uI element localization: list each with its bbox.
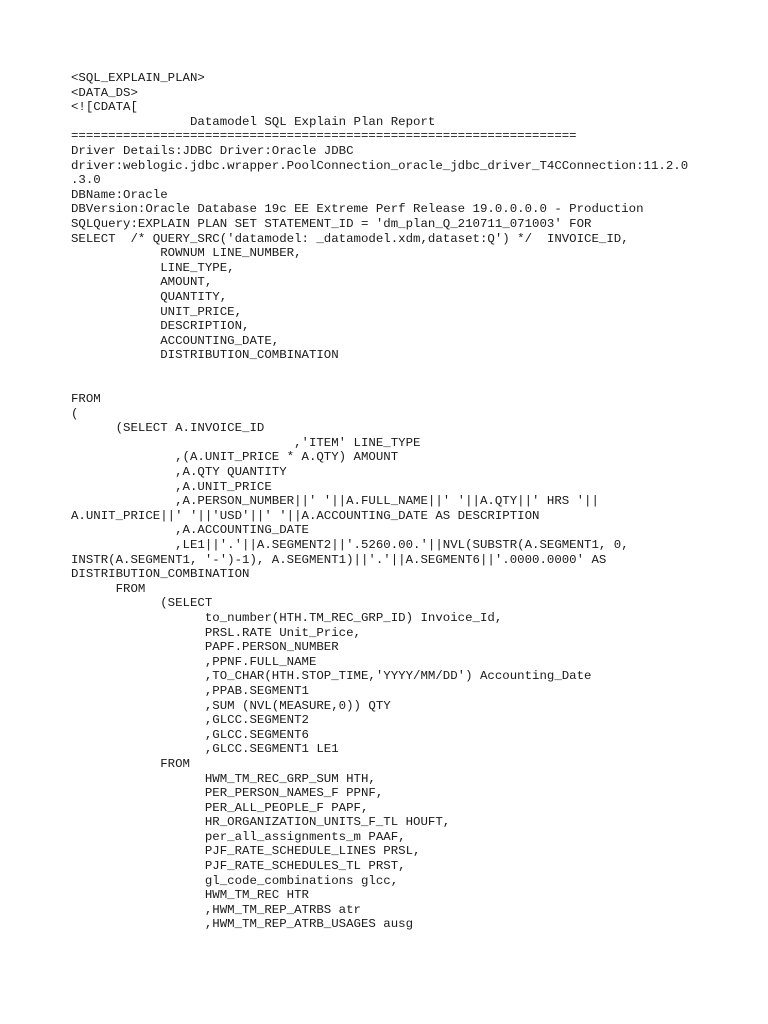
- text-line: FROM: [71, 392, 101, 407]
- text-line: to_number(HTH.TM_REC_GRP_ID) Invoice_Id,: [71, 610, 503, 625]
- text-line: ,GLCC.SEGMENT2: [71, 713, 309, 728]
- text-line: AMOUNT,: [71, 275, 213, 290]
- text-line: ====================================================================: [71, 129, 577, 144]
- text-line: ,'ITEM' LINE_TYPE: [71, 435, 421, 450]
- text-line: FROM: [71, 581, 146, 596]
- text-line: PJF_RATE_SCHEDULE_LINES PRSL,: [71, 844, 421, 859]
- text-line: ,LE1||'.'||A.SEGMENT2||'.5260.00.'||NVL(SUBSTR(A.SEGMENT1, 0,: [71, 538, 629, 552]
- text-line: SELECT /* QUERY_SRC('datamodel: _datamodel.xdm,dataset:Q') */ INVOICE_ID,: [71, 231, 629, 246]
- text-line: ,PPNF.FULL_NAME: [71, 654, 317, 669]
- text-line: ,A.UNIT_PRICE: [71, 479, 272, 494]
- text-line: DBVersion:Oracle Database 19c EE Extreme Perf Release 19.0.0.0.0 - Production: [71, 202, 644, 217]
- text-line: HWM_TM_REC HTR: [71, 888, 309, 903]
- text-line: DESCRIPTION,: [71, 319, 250, 334]
- text-line: Datamodel SQL Explain Plan Report: [71, 114, 436, 129]
- text-line: ,SUM (NVL(MEASURE,0)) QTY: [71, 698, 391, 713]
- text-line: (: [71, 406, 79, 421]
- text-line: DBName:Oracle: [71, 187, 168, 202]
- text-line: driver:weblogic.jdbc.wrapper.PoolConnection_oracle_jdbc_driver_T4CConnection:11.2.0: [71, 158, 689, 173]
- text-line: (SELECT A.INVOICE_ID: [71, 421, 265, 436]
- text-line: A.UNIT_PRICE||' '||'USD'||' '||A.ACCOUNTING_DATE AS DESCRIPTION: [71, 508, 540, 523]
- text-line: HR_ORGANIZATION_UNITS_F_TL HOUFT,: [71, 815, 451, 830]
- text-line: <SQL_EXPLAIN_PLAN>: [71, 71, 205, 85]
- text-line: SQLQuery:EXPLAIN PLAN SET STATEMENT_ID = 'dm_plan_Q_210711_071003' FOR: [71, 216, 592, 231]
- text-line: ,GLCC.SEGMENT6: [71, 727, 309, 742]
- text-line: per_all_assignments_m PAAF,: [71, 829, 406, 844]
- text-line: (SELECT: [71, 596, 213, 611]
- text-line: [71, 363, 731, 378]
- text-line: <![CDATA[: [71, 100, 138, 115]
- text-line: HWM_TM_REC_GRP_SUM HTH,: [71, 771, 376, 786]
- text-line: Driver Details:JDBC Driver:Oracle JDBC: [71, 143, 354, 158]
- text-line: FROM: [71, 756, 190, 771]
- text-line: ROWNUM LINE_NUMBER,: [71, 246, 302, 261]
- text-line: ,(A.UNIT_PRICE * A.QTY) AMOUNT: [71, 450, 399, 465]
- text-line: ,PPAB.SEGMENT1: [71, 683, 309, 698]
- text-line: .3.0: [71, 173, 101, 188]
- text-line: ,A.ACCOUNTING_DATE: [71, 523, 309, 538]
- text-line: LINE_TYPE,: [71, 260, 235, 275]
- text-line: QUANTITY,: [71, 289, 228, 304]
- sql-explain-plan-text: [71, 71, 731, 932]
- text-line: PRSL.RATE Unit_Price,: [71, 625, 361, 640]
- text-line: ,A.PERSON_NUMBER||' '||A.FULL_NAME||' '||A.QTY||' HRS '||: [71, 494, 599, 509]
- text-line: ,GLCC.SEGMENT1 LE1: [71, 742, 339, 757]
- text-line: INSTR(A.SEGMENT1, '-')-1), A.SEGMENT1)||'.'||A.SEGMENT6||'.0000.0000' AS: [71, 552, 607, 567]
- text-line: ,HWM_TM_REP_ATRBS atr: [71, 902, 361, 917]
- text-line: gl_code_combinations glcc,: [71, 873, 399, 888]
- text-line: ,A.QTY QUANTITY: [71, 465, 287, 480]
- text-line: <DATA_DS>: [71, 85, 138, 100]
- text-line: DISTRIBUTION_COMBINATION: [71, 348, 339, 363]
- text-line: PAPF.PERSON_NUMBER: [71, 640, 339, 655]
- text-line: PJF_RATE_SCHEDULES_TL PRST,: [71, 859, 406, 874]
- text-line: ,HWM_TM_REP_ATRB_USAGES ausg: [71, 917, 414, 932]
- text-line: DISTRIBUTION_COMBINATION: [71, 567, 250, 582]
- text-line: [71, 377, 731, 392]
- text-line: ACCOUNTING_DATE,: [71, 333, 280, 348]
- text-line: PER_ALL_PEOPLE_F PAPF,: [71, 800, 369, 815]
- text-line: PER_PERSON_NAMES_F PPNF,: [71, 786, 384, 801]
- text-line: UNIT_PRICE,: [71, 304, 243, 319]
- text-line: ,TO_CHAR(HTH.STOP_TIME,'YYYY/MM/DD') Accounting_Date: [71, 669, 592, 684]
